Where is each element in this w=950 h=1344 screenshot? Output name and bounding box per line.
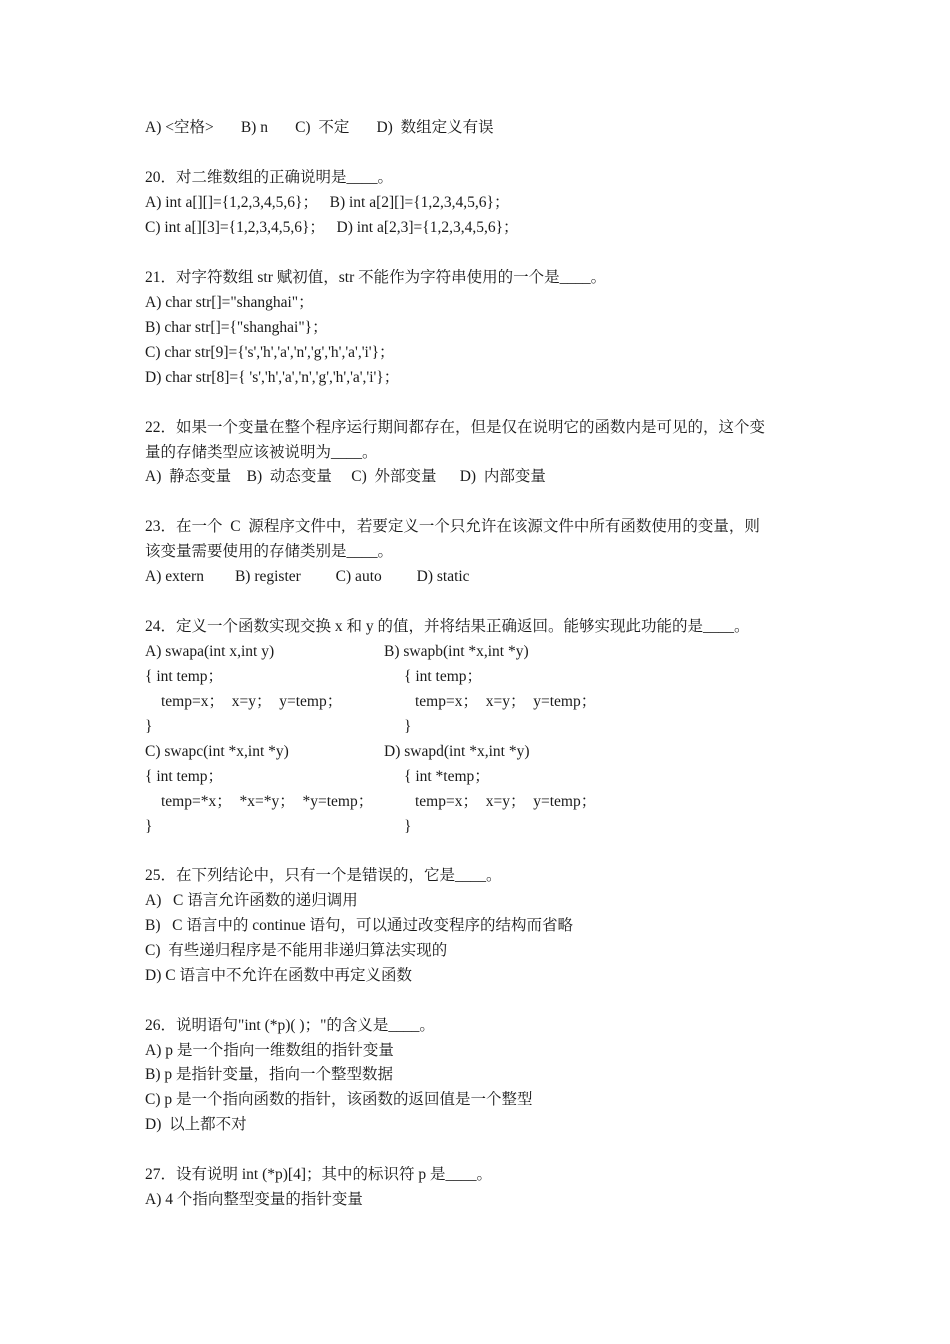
q23-stem-line2: 该变量需要使用的存储类别是____。	[145, 543, 394, 560]
q23-stem-line1: 23．在一个 C 源程序文件中, 若要定义一个只允许在该源文件中所有函数使用的变量，则	[145, 518, 760, 535]
q24-option-b-line1: { int temp；	[404, 668, 483, 685]
q21-option-d: D) char str[8]={ 's','h','a','n','g','h','a','i'}；	[145, 369, 400, 386]
q25-option-b: B) C 语言中的 continue 语句，可以通过改变程序的结构而省略	[145, 917, 573, 934]
q20-options-line2: C) int a[][3]={1,2,3,4,5,6}； D) int a[2,3]={1,2,3,4,5,6}；	[145, 219, 519, 236]
q21-option-c: C) char str[9]={'s','h','a','n','g','h','a','i'}；	[145, 344, 395, 361]
q26-option-c: C) p 是一个指向函数的指针，该函数的返回值是一个整型	[145, 1091, 533, 1108]
q24-option-c-line2: temp=*x； *x=*y； *y=temp；	[161, 793, 374, 810]
q26-option-b: B) p 是指针变量，指向一个整型数据	[145, 1066, 394, 1083]
q24-option-d-line2: temp=x； x=y； y=temp；	[415, 793, 597, 810]
q22-stem-line1: 22．如果一个变量在整个程序运行期间都存在，但是仅在说明它的函数内是可见的，这个变	[145, 419, 766, 436]
q20-stem: 20．对二维数组的正确说明是____。	[145, 169, 394, 186]
q26-option-d: D) 以上都不对	[145, 1116, 247, 1133]
q24-option-b-close: }	[404, 718, 412, 735]
q27-option-a: A) 4 个指向整型变量的指针变量	[145, 1191, 363, 1208]
q25-stem: 25．在下列结论中，只有一个是错误的，它是____。	[145, 867, 502, 884]
q25-option-a: A) C 语言允许函数的递归调用	[145, 892, 358, 909]
q23-options: A) extern B) register C) auto D) static	[145, 568, 470, 585]
q24-option-a-close: }	[145, 718, 153, 735]
q24-option-d-header: D) swapd(int *x,int *y)	[384, 743, 530, 760]
q25-option-d: D) C 语言中不允许在函数中再定义函数	[145, 967, 412, 984]
q26-stem: 26．说明语句"int (*p)( )；"的含义是____。	[145, 1017, 435, 1034]
q27-stem: 27．设有说明 int (*p)[4]；其中的标识符 p 是____。	[145, 1166, 493, 1183]
q22-stem-line2: 量的存储类型应该被说明为____。	[145, 444, 378, 461]
q24-option-c-header: C) swapc(int *x,int *y)	[145, 743, 289, 760]
q19-options: A) <空格> B) n C) 不定 D) 数组定义有误	[145, 119, 494, 136]
q26-option-a: A) p 是一个指向一维数组的指针变量	[145, 1042, 394, 1059]
q24-option-d-close: }	[404, 818, 412, 835]
q24-option-a-line2: temp=x； x=y； y=temp；	[161, 693, 343, 710]
q25-option-c: C) 有些递归程序是不能用非递归算法实现的	[145, 942, 448, 959]
q21-option-a: A) char str[]="shanghai"；	[145, 294, 314, 311]
q24-option-b-header: B) swapb(int *x,int *y)	[384, 643, 529, 660]
q24-option-d-line1: { int *temp；	[404, 768, 490, 785]
q21-stem: 21．对字符数组 str 赋初值，str 不能作为字符串使用的一个是____。	[145, 269, 607, 286]
q24-option-c-close: }	[145, 818, 153, 835]
q24-option-a-header: A) swapa(int x,int y)	[145, 643, 275, 660]
q20-options-line1: A) int a[][]={1,2,3,4,5,6}； B) int a[2][]={1,2,3,4,5,6}；	[145, 194, 510, 211]
q24-stem: 24．定义一个函数实现交换 x 和 y 的值，并将结果正确返回。能够实现此功能的是____。	[145, 618, 750, 635]
q21-option-b: B) char str[]={"shanghai"}；	[145, 319, 328, 336]
q24-option-c-line1: { int temp；	[145, 768, 224, 785]
q24-option-a-line1: { int temp；	[145, 668, 224, 685]
q22-options: A) 静态变量 B) 动态变量 C) 外部变量 D) 内部变量	[145, 468, 546, 485]
q24-option-b-line2: temp=x； x=y； y=temp；	[415, 693, 597, 710]
